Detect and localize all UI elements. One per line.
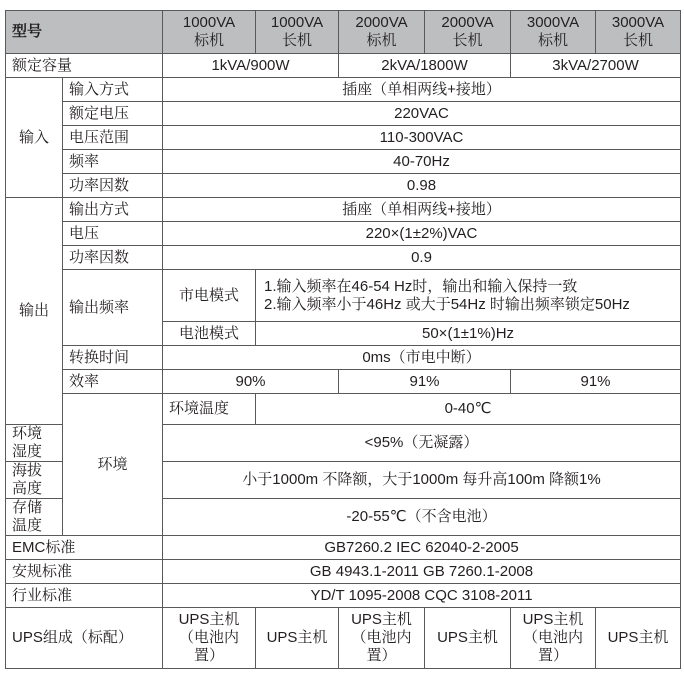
safety-standard-value: GB 4943.1-2011 GB 7260.1-2008 [163, 560, 681, 584]
model-column-6: 3000VA 长机 [596, 11, 681, 54]
output-row [6, 346, 681, 370]
composition-label: UPS组成（标配） [6, 608, 163, 669]
rated-capacity-2000: 2kVA/1800W [339, 54, 511, 78]
input-power-factor-label: 功率因数 [63, 174, 163, 198]
input-voltage-range-label: 电压范围 [63, 126, 163, 150]
storage-temp-label: 存储温度 [6, 499, 63, 536]
output-row [6, 198, 681, 222]
composition-6: UPS主机 [596, 608, 681, 669]
industry-standard-value: YD/T 1095-2008 CQC 3108-2011 [163, 584, 681, 608]
input-group-label: 输入 [6, 78, 63, 198]
mains-mode-label: 市电模式 [163, 270, 256, 322]
composition-1: UPS主机 （电池内 置） [163, 608, 256, 669]
output-group-label: 输出 [6, 198, 63, 425]
output-row [6, 246, 681, 270]
rated-capacity-3000: 3kVA/2700W [511, 54, 681, 78]
model-column-5: 3000VA 标机 [511, 11, 596, 54]
battery-mode-value: 50×(1±1%)Hz [256, 322, 681, 346]
transfer-time-label: 转换时间 [63, 346, 163, 370]
transfer-time-value: 0ms（市电中断） [163, 346, 681, 370]
altitude-label: 海拔高度 [6, 462, 63, 499]
emc-standard-value: GB7260.2 IEC 62040-2-2005 [163, 536, 681, 560]
input-row [6, 150, 681, 174]
input-mode-value: 插座（单相两线+接地） [163, 78, 681, 102]
input-row [6, 102, 681, 126]
humidity-label: 环境湿度 [6, 425, 63, 462]
mains-mode-value: 1.输入频率在46-54 Hz时，输出和输入保持一致 2.输入频率小于46Hz 或大于54Hz 时输出频率锁定50Hz [256, 270, 681, 322]
output-row [6, 370, 681, 394]
model-label: 型号 [6, 11, 163, 54]
altitude-value: 小于1000m 不降额，大于1000m 每升高100m 降额1% [163, 462, 681, 499]
efficiency-1000: 90% [163, 370, 339, 394]
ups-spec-table [5, 10, 681, 669]
output-row [6, 222, 681, 246]
efficiency-label: 效率 [63, 370, 163, 394]
efficiency-2000: 91% [339, 370, 511, 394]
standard-row [6, 584, 681, 608]
standard-row [6, 560, 681, 584]
rated-capacity-row [6, 54, 681, 78]
header-row [6, 11, 681, 54]
composition-3: UPS主机 （电池内 置） [339, 608, 425, 669]
standard-row [6, 536, 681, 560]
composition-4: UPS主机 [425, 608, 511, 669]
output-mode-value: 插座（单相两线+接地） [163, 198, 681, 222]
efficiency-3000: 91% [511, 370, 681, 394]
input-mode-label: 输入方式 [63, 78, 163, 102]
rated-capacity-label: 额定容量 [6, 54, 163, 78]
composition-row [6, 608, 681, 669]
output-mode-label: 输出方式 [63, 198, 163, 222]
input-power-factor-value: 0.98 [163, 174, 681, 198]
emc-standard-label: EMC标准 [6, 536, 163, 560]
rated-capacity-1000: 1kVA/900W [163, 54, 339, 78]
ambient-temp-label: 环境温度 [163, 394, 256, 425]
humidity-value: <95%（无凝露） [163, 425, 681, 462]
input-rated-voltage-label: 额定电压 [63, 102, 163, 126]
output-frequency-label: 输出频率 [63, 270, 163, 346]
model-column-1: 1000VA 标机 [163, 11, 256, 54]
model-column-4: 2000VA 长机 [425, 11, 511, 54]
input-frequency-label: 频率 [63, 150, 163, 174]
model-column-3: 2000VA 标机 [339, 11, 425, 54]
output-voltage-label: 电压 [63, 222, 163, 246]
input-frequency-value: 40-70Hz [163, 150, 681, 174]
ambient-temp-value: 0-40℃ [256, 394, 681, 425]
input-row [6, 78, 681, 102]
composition-2: UPS主机 [256, 608, 339, 669]
environment-row [6, 394, 681, 425]
safety-standard-label: 安规标准 [6, 560, 163, 584]
battery-mode-label: 电池模式 [163, 322, 256, 346]
input-rated-voltage-value: 220VAC [163, 102, 681, 126]
storage-temp-value: -20-55℃（不含电池） [163, 499, 681, 536]
input-voltage-range-value: 110-300VAC [163, 126, 681, 150]
output-power-factor-value: 0.9 [163, 246, 681, 270]
input-row [6, 126, 681, 150]
environment-group-label: 环境 [63, 394, 163, 536]
output-row [6, 270, 681, 322]
model-column-2: 1000VA 长机 [256, 11, 339, 54]
output-voltage-value: 220×(1±2%)VAC [163, 222, 681, 246]
composition-5: UPS主机 （电池内 置） [511, 608, 596, 669]
industry-standard-label: 行业标准 [6, 584, 163, 608]
output-power-factor-label: 功率因数 [63, 246, 163, 270]
input-row [6, 174, 681, 198]
